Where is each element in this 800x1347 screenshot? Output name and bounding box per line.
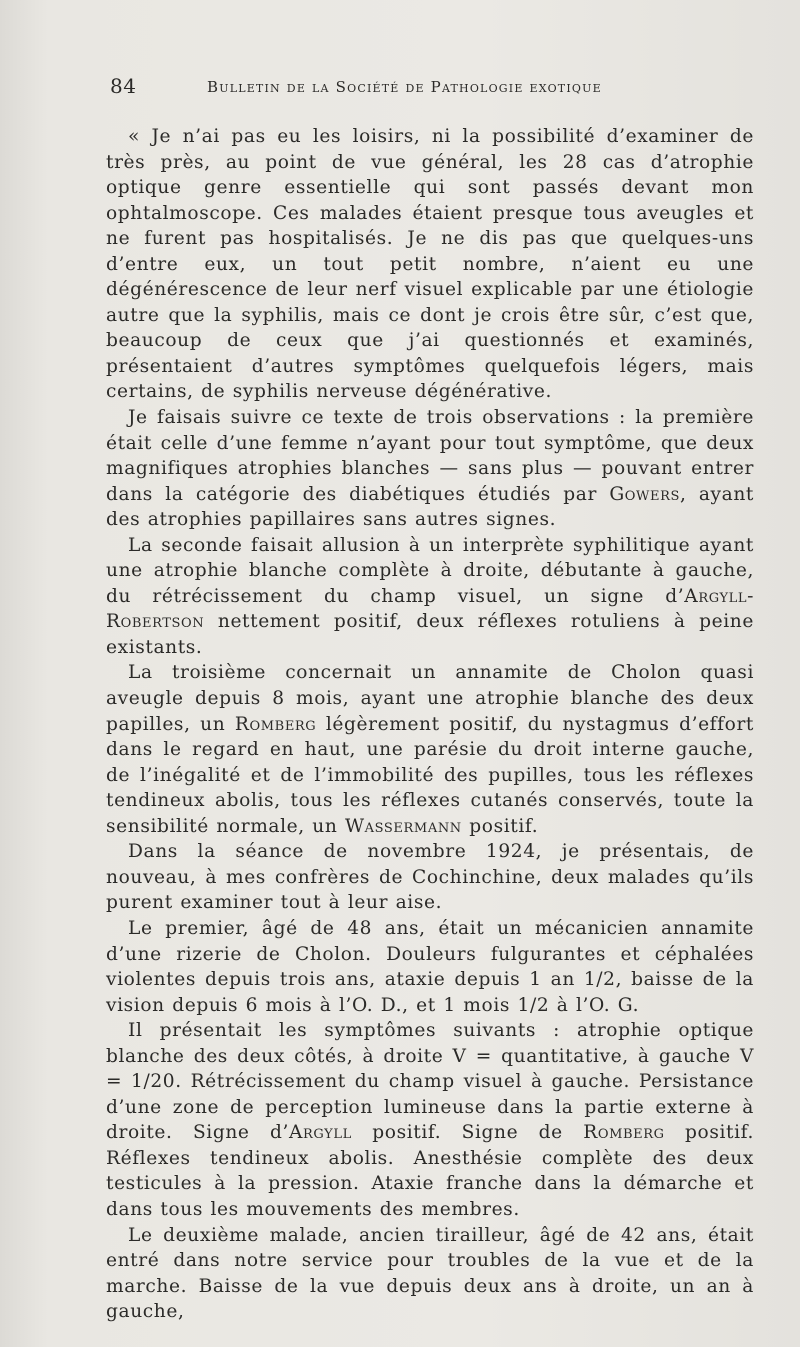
paragraph (106, 405, 754, 533)
page-number: 84 (110, 74, 137, 98)
paragraph (106, 1018, 754, 1222)
text-run: positif. Signe de (351, 1122, 584, 1144)
text-run: Je faisais suivre ce texte de trois observations : la première était celle d’une femme n’ayant pour tout symptôme, que deux magnifiques atrophies blanches — sans plus — pouvant entrer dans la catégorie des diabétiques étudiés par (106, 407, 754, 505)
author-name: Romberg (234, 713, 317, 735)
text-run: « Je n’ai pas eu les loisirs, ni la possibilité d’examiner de très près, au point de vue général, les 28 cas d’atrophie optique genre essentielle qui sont passés devant mon ophtalmoscope. Ces malades étaient presque tous aveugles et ne furent pas hospitalisés. Je ne dis pas que quelques-uns d’entre eux, un tout petit nombre, n’aient eu une dégénérescence de leur nerf visuel explicable par une étiologie autre que la syphilis, mais ce dont je crois être sûr, c’est que, beaucoup de ceux que j’ai questionnés et examinés, présentaient d’autres symptômes quelquefois légers, mais certains, de syphilis nerveuse dégénérative. (106, 126, 754, 403)
page-header (110, 74, 740, 104)
text-run: Il présentait les symptômes suivants : atrophie optique blanche des deux côtés, à droite V = quantitative, à gauche V = 1/20. Rétrécissement du champ visuel à gauche. Persistance d’une zone de perception lumineuse dans la partie externe à droite. Signe d’ (106, 1020, 754, 1144)
running-title: Bulletin de la Société de Pathologie exotique (207, 78, 602, 96)
paragraph (106, 839, 754, 916)
text-run: nettement positif, deux réflexes rotuliens à peine existants. (106, 611, 754, 658)
text-run: positif. Réflexes tendineux abolis. Anesthésie complète des deux testicules à la pression. Ataxie franche dans la démarche et dans tous les mouvements des membres. (106, 1122, 754, 1220)
paragraph (106, 533, 754, 661)
author-name: Argyll (289, 1122, 352, 1144)
author-name: Wassermann (344, 815, 462, 837)
text-run: Le deuxième malade, ancien tirailleur, âgé de 42 ans, était entré dans notre service pour troubles de la vue et de la marche. Baisse de la vue depuis deux ans à droite, un an à gauche, (106, 1224, 754, 1323)
paragraph (106, 660, 754, 839)
paragraph (106, 916, 754, 1018)
text-run: La seconde faisait allusion à un interprète syphilitique ayant une atrophie blanche complète à droite, débutante à gauche, du rétrécissement du champ visuel, un signe d’ (106, 534, 754, 607)
author-name: Gowers (609, 483, 680, 505)
author-name: Romberg (583, 1122, 665, 1144)
paragraph (106, 1223, 754, 1325)
text-run: La troisième concernait un annamite de Cholon quasi aveugle depuis 8 mois, ayant une atrophie blanche des deux papilles, un (106, 662, 754, 735)
author-name: Argyll-Robertson (106, 585, 754, 633)
text-run: , ayant des atrophies papillaires sans autres signes. (106, 483, 754, 531)
paragraph (106, 124, 754, 405)
text-run: Le premier, âgé de 48 ans, était un mécanicien annamite d’une rizerie de Cholon. Douleurs fulgurantes et céphalées violentes depuis trois ans, ataxie depuis 1 an 1/2, baisse de la vision depuis 6 mois à l’O. D., et 1 mois 1/2 à l’O. G. (106, 917, 754, 1016)
text-run: légèrement positif, du nystagmus d’effort dans le regard en haut, une parésie du droit interne gauche, de l’inégalité et de l’immobilité des pupilles, tous les réflexes tendineux abolis, tous les réflexes cutanés conservés, toute la sensibilité normale, un (106, 713, 755, 837)
text-run: Dans la séance de novembre 1924, je présentais, de nouveau, à mes confrères de Cochinchine, deux malades qu’ils purent examiner tout à leur aise. (106, 841, 754, 914)
body-text (106, 124, 754, 1325)
text-run: positif. (461, 815, 539, 837)
